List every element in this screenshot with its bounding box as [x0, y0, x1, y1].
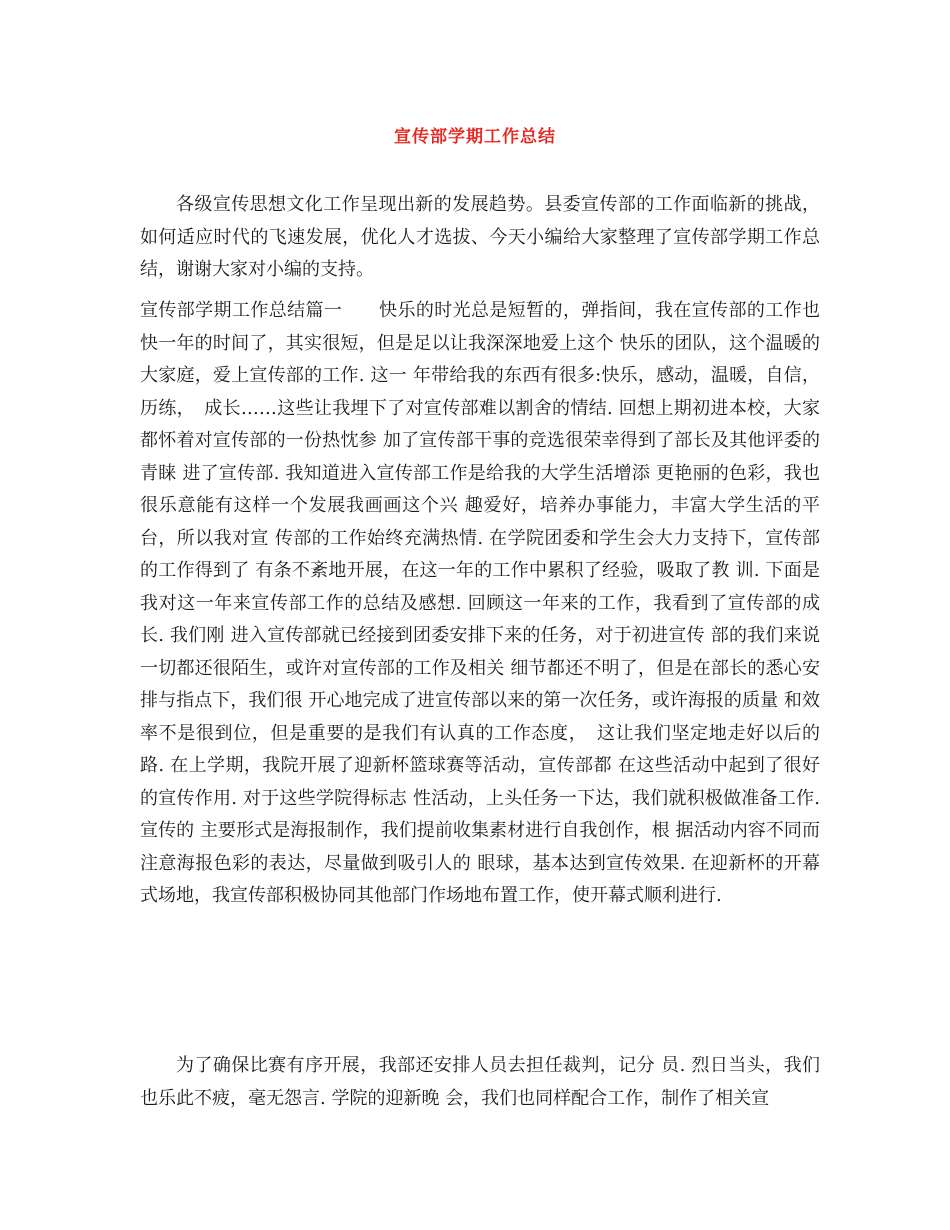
intro-paragraph: 各级宣传思想文化工作呈现出新的发展趋势。县委宣传部的工作面临新的挑战，如何适应时代的飞速发展，优化人才选拔、今天小编给大家整理了宣传部学期工作总结，谢谢大家对小编的支持。 — [140, 194, 820, 280]
document-title: 宣传部学期工作总结 — [394, 127, 556, 147]
summary-paragraph-part-one: 宣传部学期工作总结篇一 快乐的时光总是短暂的，弹指间，我在宣传部的工作也 快一年的时间了，其实很短，但是足以让我深深地爱上这个 快乐的团队，这个温暖的大家庭，爱上宣传部的工作. 这一 年带给我的东西有很多:快乐，感动，温暖，自信，历练， 成长……这些让我埋下了对宣传部难以割舍的情结. 回想上期初进本校，大家都怀着对宣传部的一份热忱参 加了宣传部干事的竞选很荣幸得到了部长及其他评委的青睐 进了宣传部. 我知道进入宣传部工作是给我的大学生活增添 更艳丽的色彩，我也很乐意能有这样一个发展我画画这个兴 趣爱好，培养办事能力，丰富大学生活的平台，所以我对宣 传部的工作始终充满热情. 在学院团委和学生会大力支持下，宣传部的工作得到了 有条不紊地开展，在这一年的工作中累积了经验，吸取了教 训. 下面是我对这一年来宣传部工作的总结及感想. 回顾这一年来的工作，我看到了宣传部的成长. 我们刚 进入宣传部就已经接到团委安排下来的任务，对于初进宣传 部的我们来说一切都还很陌生，或许对宣传部的工作及相关 细节都还不明了，但是在部长的悉心安排与指点下，我们很 开心地完成了进宣传部以来的第一次任务，或许海报的质量 和效率不是很到位，但是重要的是我们有认真的工作态度， 这让我们坚定地走好以后的路. 在上学期，我院开展了迎新杯篮球赛等活动，宣传部都 在这些活动中起到了很好的宣传作用. 对于这些学院得标志 性活动，上头任务一下达，我们就积极做准备工作. 宣传的 主要形式是海报制作，我们提前收集素材进行自我创作，根 据活动内容不同而注意海报色彩的表达，尽量做到吸引人的 眼球，基本达到宣传效果. 在迎新杯的开幕式场地，我宣传部积极协同其他部门作场地布置工作，使开幕式顺利进行. — [140, 300, 820, 906]
summary-paragraph-continuation: 为了确保比赛有序开展，我部还安排人员去担任裁判，记分 员. 烈日当头，我们也乐此不疲，毫无怨言. 学院的迎新晚 会，我们也同样配合工作，制作了相关宣 — [140, 1055, 820, 1109]
